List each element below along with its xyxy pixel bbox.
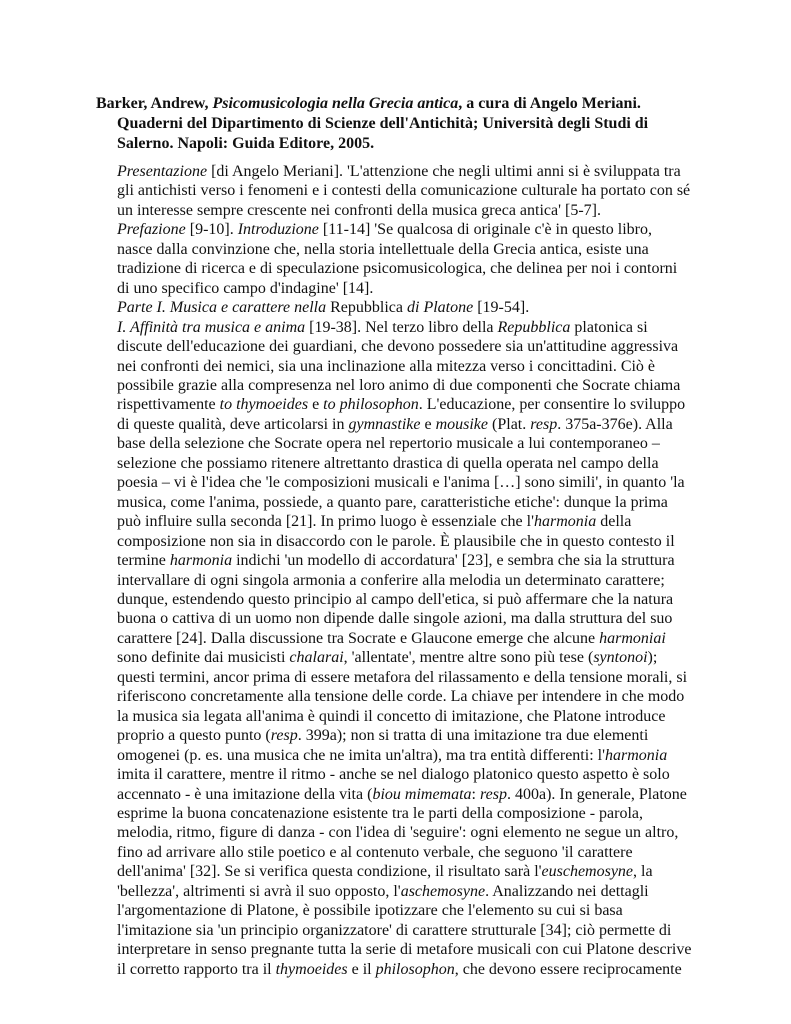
text-run: , 'allentate', mentre altre sono più tese (	[343, 649, 594, 667]
text-run: della	[596, 513, 632, 531]
body-line	[117, 395, 687, 414]
italic-text: aschemosyne	[400, 882, 486, 900]
text-run: . 375a-376e). Alla	[557, 415, 673, 433]
text-run: esprime la buona concatenazione esistente tra le parti della composizione - parola,	[117, 804, 643, 822]
body-line	[117, 804, 687, 823]
body-line	[117, 940, 692, 959]
body-line	[117, 259, 687, 278]
review-body	[117, 162, 692, 979]
body-line	[117, 220, 687, 239]
italic-text: Presentazione	[117, 163, 208, 180]
body-line	[117, 337, 687, 356]
text-run: nei confronti dei nemici, sia una inclinazione alla mitezza verso i concittadini. Ciò è	[117, 357, 656, 375]
text-run: selezione che possiamo ritenere altrettanto drastica di quella operata nel campo della	[117, 454, 659, 472]
italic-text: gymnastike	[348, 415, 421, 433]
body-line	[117, 609, 687, 628]
italic-text: resp	[480, 785, 507, 803]
text-run: , la	[633, 863, 653, 881]
text-run: , che devono essere reciprocamente	[454, 960, 682, 978]
text-run: interpretare in senso pregnante tutta la serie di metafore musicali con cui Platone descrive	[117, 941, 692, 959]
text-run: nasce dalla convinzione che, nella storia intellettuale della Grecia antica, esiste una	[117, 240, 649, 258]
body-line	[117, 454, 687, 473]
text-run: . 399a); non si tratta di una imitazione tra due elementi	[297, 727, 649, 745]
text-run: . Analizzando nei dettagli	[485, 882, 649, 900]
text-run: e	[308, 396, 324, 414]
text-run: Barker, Andrew,	[96, 95, 213, 112]
body-line	[117, 181, 691, 200]
italic-text: Introduzione	[237, 221, 319, 239]
italic-text: Prefazione	[117, 221, 186, 239]
text-run: composizione non sia in disaccordo con le parole. È plausibile che in questo contesto il	[117, 532, 675, 550]
body-line	[117, 901, 687, 920]
text-run: di uno specifico campo d'indagine' [14].	[117, 279, 374, 297]
italic-text: syntonoi	[593, 649, 648, 667]
text-run: dell'anima' [32]. Se si verifica questa condizione, il risultato sarà l'	[117, 863, 542, 881]
italic-text: resp	[530, 415, 558, 433]
text-run: un interesse sempre crescente nei confronti della musica greca antica' [5-7].	[117, 201, 601, 219]
bibliographic-citation	[96, 94, 686, 154]
text-run: possibile grazie alla compresenza nel loro animo di due componenti che Socrate chiama	[117, 376, 681, 394]
italic-text: euschemosyne	[541, 863, 634, 881]
body-line	[117, 415, 687, 434]
text-run: . L'educazione, per consentire lo sviluppo	[418, 396, 686, 414]
body-line	[117, 746, 687, 765]
italic-text: harmonia	[533, 513, 597, 531]
body-line	[117, 668, 687, 687]
text-run: e il	[347, 960, 376, 978]
text-run: [di Angelo Meriani]. 'L'attenzione che negli ultimi anni si è sviluppata tra	[207, 163, 681, 180]
text-run: intervallare di ogni singola armonia a conferire alla melodia un determinato carattere;	[117, 571, 665, 589]
italic-text: di Platone	[407, 299, 474, 317]
text-run: :	[471, 785, 480, 803]
text-run: indichi 'un modello di accordatura' [23], e sembra che sia la struttura	[232, 552, 675, 570]
body-line	[117, 648, 687, 667]
text-run: discute dell'educazione dei guardiani, che devono possedere sia un'attitudine aggressiva	[117, 338, 679, 356]
body-line	[117, 201, 687, 220]
italic-text: resp	[270, 727, 298, 745]
text-run: l'argomentazione di Platone, è possibile ipotizzare che l'elemento su cui si basa	[117, 902, 623, 920]
text-run: proprio a questo punto (	[117, 727, 271, 745]
body-line	[117, 376, 687, 395]
text-run: buona o cattiva di un uomo non dipende dalle singole azioni, ma dalla struttura del suo	[117, 610, 673, 628]
text-run: rispettivamente	[117, 396, 220, 414]
text-run: termine	[117, 552, 170, 570]
body-line	[117, 162, 687, 181]
citation-line	[96, 94, 686, 114]
body-line	[117, 493, 687, 512]
text-run: 'bellezza', altrimenti si avrà il suo opposto, l'	[117, 882, 401, 900]
text-run: la musica sia legata all'anima è quindi il concetto di imitazione, che Platone introduce	[117, 707, 666, 725]
text-run: base della selezione che Socrate opera nel repertorio musicale a lui contemporaneo –	[117, 435, 660, 453]
italic-text: mousike	[435, 415, 489, 433]
italic-text: harmonia	[604, 746, 668, 764]
body-line	[117, 707, 687, 726]
text-run: Repubblica	[326, 299, 407, 317]
body-line	[117, 629, 687, 648]
body-line	[117, 765, 687, 784]
body-line	[117, 726, 687, 745]
italic-text: philosophon	[375, 960, 455, 978]
italic-text: chalarai	[289, 649, 344, 667]
italic-text: harmoniai	[599, 629, 666, 647]
text-run: [19-54].	[473, 299, 530, 317]
body-line	[117, 279, 687, 298]
text-run: musica, come l'anima, possiede, a quanto pare, caratteristiche etiche': dunque la prima	[117, 493, 668, 511]
text-run: [19-38]. Nel terzo libro della	[305, 318, 498, 336]
text-run: il corretto rapporto tra il	[117, 960, 276, 978]
italic-text: to philosophon	[323, 396, 419, 414]
body-line	[117, 551, 687, 570]
text-run: melodia, ritmo, figure di danza - con l'idea di 'seguire': ogni elemento ne segue un altro,	[117, 824, 679, 842]
text-run: gli antichisti verso i fenomeni e i contesti della comunicazione culturale ha portato con sé	[117, 182, 691, 200]
text-run: [9-10].	[185, 221, 238, 239]
body-line	[117, 532, 687, 551]
citation-line	[96, 134, 686, 154]
text-run: questi termini, ancor prima di essere metafora del rilassamento e della tensione morali, si	[117, 668, 688, 686]
text-run: carattere [24]. Dalla discussione tra Socrate e Glaucone emerge che alcune	[117, 629, 600, 647]
body-line	[117, 571, 687, 590]
text-run: poesia – vi è l'idea che 'le composizioni musicali e l'anima […] sono simili', in quanto 'la	[117, 474, 685, 492]
text-run: (Plat.	[488, 415, 531, 433]
text-run: può influire sulla seconda [21]. In primo luogo è essenziale che l'	[117, 513, 534, 531]
body-line	[117, 882, 687, 901]
body-line	[117, 862, 687, 881]
text-run: imita il carattere, mentre il ritmo - anche se nel dialogo platonico questo aspetto è solo	[117, 766, 670, 784]
text-run: . 400a). In generale, Platone	[506, 785, 687, 803]
italic-text: to thymoeides	[219, 396, 309, 414]
body-line	[117, 590, 687, 609]
text-run: );	[647, 649, 658, 667]
body-line	[117, 687, 687, 706]
text-run: riferiscono concretamente alla tensione delle corde. La chiave per intendere in che modo	[117, 688, 685, 706]
text-run: , a cura di Angelo Meriani.	[458, 95, 641, 112]
text-run: l'imitazione sia 'un principio organizzatore' di carattere strutturale [34]; ciò permette di	[117, 921, 672, 939]
body-line	[117, 318, 687, 337]
body-line	[117, 434, 687, 453]
text-run: platonica si	[570, 318, 648, 336]
text-run: tradizione di ricerca e di speculazione psicomusicologica, che delinea per noi i contorni	[117, 260, 678, 278]
italic-text: Psicomusicologia nella Grecia antica	[212, 95, 459, 112]
body-line	[117, 473, 687, 492]
italic-text: harmonia	[169, 552, 233, 570]
body-line	[117, 960, 687, 979]
text-run: dunque, estendendo questo principio al campo dell'etica, si può affermare che la natura	[117, 590, 674, 608]
body-line	[117, 512, 687, 531]
text-run: accennato - è una imitazione della vita (	[117, 785, 373, 803]
body-line	[117, 921, 687, 940]
citation-line	[96, 114, 686, 134]
body-line	[117, 823, 687, 842]
text-run: e	[420, 415, 436, 433]
body-line	[117, 357, 687, 376]
text-run: fino ad arrivare allo stile poetico e al contenuto verbale, che seguono 'il carattere	[117, 843, 633, 861]
italic-text: Parte I. Musica e carattere nella	[117, 299, 327, 317]
body-line	[117, 785, 687, 804]
text-run: omogenei (p. es. una musica che ne imita un'altra), ma tra entità differenti: l'	[117, 746, 605, 764]
body-line	[117, 240, 687, 259]
italic-text: Repubblica	[497, 318, 571, 336]
italic-text: thymoeides	[275, 960, 348, 978]
text-run: Quaderni del Dipartimento di Scienze dell'Antichità; Università degli Studi di	[117, 115, 649, 132]
italic-text: I. Affinità tra musica e anima	[117, 318, 306, 336]
text-run: Salerno. Napoli: Guida Editore, 2005.	[117, 135, 375, 152]
text-run: [11-14] 'Se qualcosa di originale c'è in questo libro,	[318, 221, 652, 239]
body-line	[117, 298, 687, 317]
body-line	[117, 843, 687, 862]
text-run: sono definite dai musicisti	[117, 649, 290, 667]
text-run: di queste qualità, deve articolarsi in	[117, 415, 349, 433]
italic-text: biou mimemata	[372, 785, 472, 803]
